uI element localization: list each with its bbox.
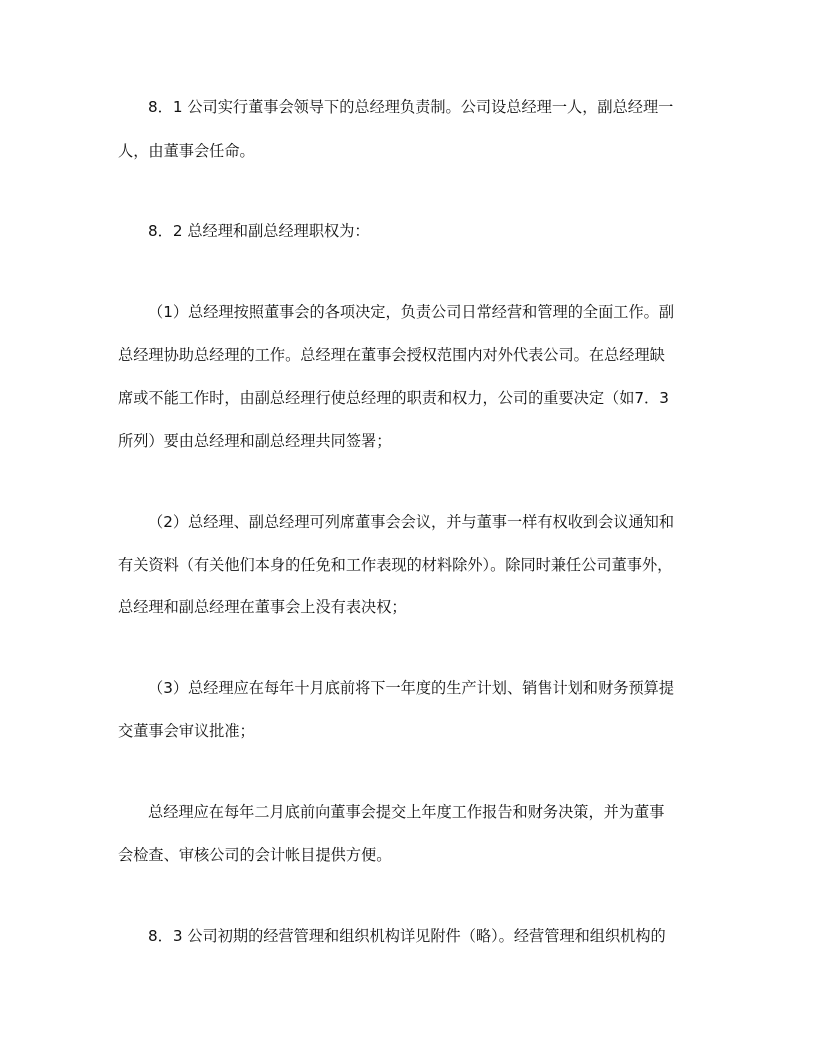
paragraph-8-2-heading: 8．2 总经理和副总经理职权为： xyxy=(148,222,370,240)
paragraph-8-3-line-1: 8．3 公司初期的经营管理和组织机构详见附件（略）。经营管理和组织机构的 xyxy=(148,927,666,945)
annual-report-line-1: 总经理应在每年二月底前向董事会提交上年度工作报告和财务决策，并为董事 xyxy=(148,803,665,821)
paragraph-8-1-line-2: 人，由董事会任命。 xyxy=(118,142,255,160)
item-2-line-3: 总经理和副总经理在董事会上没有表决权； xyxy=(118,598,407,616)
paragraph-8-1-line-1: 8．1 公司实行董事会领导下的总经理负责制。公司设总经理一人，副总经理一 xyxy=(148,98,674,116)
item-1-line-2: 总经理协助总经理的工作。总经理在董事会授权范围内对外代表公司。在总经理缺 xyxy=(118,346,665,364)
item-3-line-1: （3）总经理应在每年十月底前将下一年度的生产计划、销售计划和财务预算提 xyxy=(148,679,675,697)
item-2-line-2: 有关资料（有关他们本身的任免和工作表现的材料除外）。除同时兼任公司董事外， xyxy=(118,556,673,574)
item-2-line-1: （2）总经理、副总经理可列席董事会会议，并与董事一样有权收到会议通知和 xyxy=(148,513,675,531)
item-1-line-4: 所列）要由总经理和副总经理共同签署； xyxy=(118,432,392,450)
item-1-line-1: （1）总经理按照董事会的各项决定，负责公司日常经营和管理的全面工作。副 xyxy=(148,303,675,321)
item-1-line-3: 席或不能工作时，由副总经理行使总经理的职责和权力，公司的重要决定（如7．3 xyxy=(118,389,669,407)
item-3-line-2: 交董事会审议批准； xyxy=(118,722,255,740)
annual-report-line-2: 会检查、审核公司的会计帐目提供方便。 xyxy=(118,846,392,864)
